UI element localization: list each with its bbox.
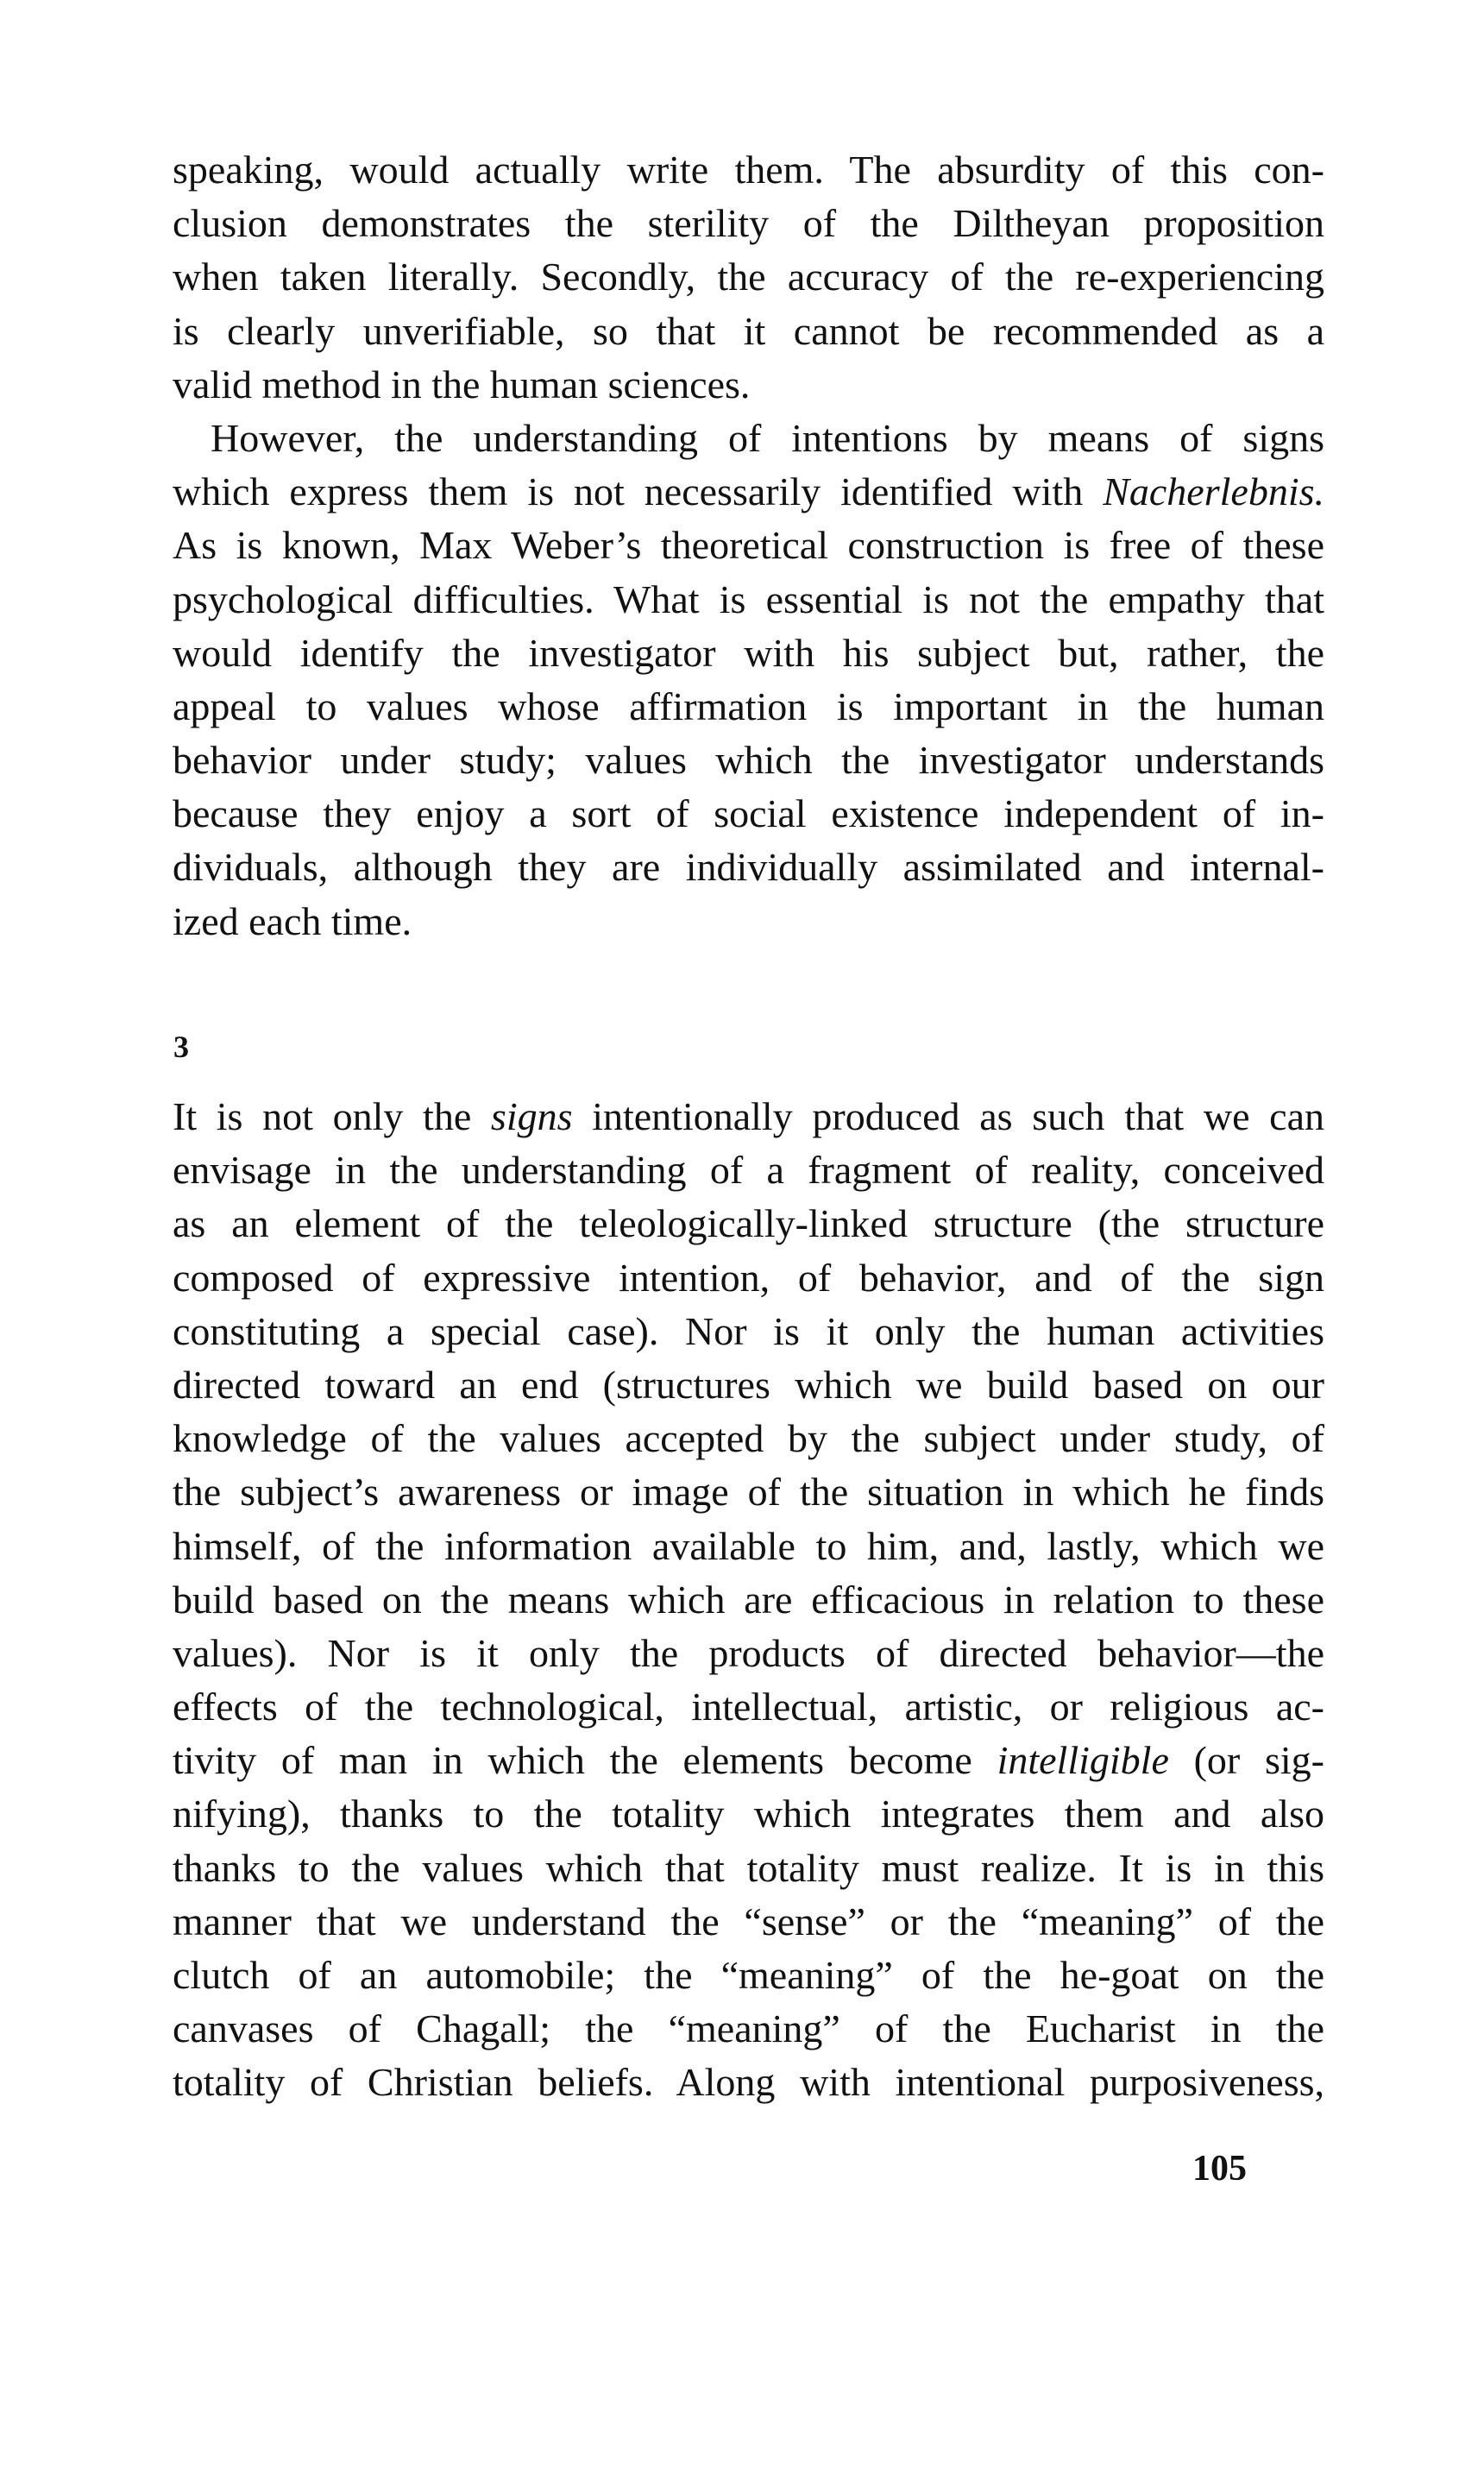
text-line — [173, 1734, 1324, 1787]
italic-term: signs — [490, 1094, 573, 1138]
paragraph-1 — [173, 143, 1324, 412]
italic-term: intelligible — [997, 1738, 1169, 1783]
text-line: psychological difficulties. What is essential is not the empathy that — [173, 576, 1324, 621]
text-line: values). Nor is it only the products of directed behavior—the — [173, 1630, 1324, 1675]
text-line: appeal to values whose affirmation is important in the human — [173, 683, 1324, 728]
section-number: 3 — [173, 1030, 189, 1064]
text-line: speaking, would actually write them. The absurdity of this con- — [173, 148, 1324, 192]
text-line-segment: tivity of man in which the elements become — [173, 1738, 997, 1783]
body-text-top — [173, 143, 1324, 948]
text-line: as an element of the teleologically-linked structure (the structure — [173, 1201, 1324, 1246]
text-line — [173, 465, 1324, 519]
text-line-segment: which express them is not necessarily identified with — [173, 469, 1104, 514]
text-line-segment: intentionally produced as such that we can — [572, 1094, 1324, 1138]
text-line: knowledge of the values accepted by the subject under study, of — [173, 1416, 1324, 1461]
text-line: build based on the means which are efficacious in relation to these — [173, 1577, 1324, 1622]
text-line: nifying), thanks to the totality which integrates them and also — [173, 1792, 1324, 1836]
text-line: behavior under study; values which the investigator understands — [173, 738, 1324, 783]
text-line-segment: It is not only the — [173, 1094, 491, 1138]
text-line: clusion demonstrates the sterility of the Diltheyan proposition — [173, 201, 1324, 246]
body-text-section — [173, 1090, 1324, 2110]
text-line: thanks to the values which that totality must realize. It is in this — [173, 1845, 1324, 1890]
text-line: totality of Christian beliefs. Along with intentional purposiveness, — [173, 2060, 1324, 2105]
text-line: would identify the investigator with his subject but, rather, the — [173, 630, 1324, 675]
paragraph-3 — [173, 1090, 1324, 2110]
text-line: canvases of Chagall; the “meaning” of the Eucharist in the — [173, 2006, 1324, 2051]
text-line: directed toward an end (structures which we build based on our — [173, 1362, 1324, 1407]
text-line: envisage in the understanding of a fragment of reality, conceived — [173, 1148, 1324, 1193]
text-line: is clearly unverifiable, so that it cannot be recommended as a — [173, 308, 1324, 353]
text-line: when taken literally. Secondly, the accuracy of the re-experiencing — [173, 255, 1324, 299]
text-line: dividuals, although they are individually assimilated and internal- — [173, 845, 1324, 890]
text-line-segment: (or sig- — [1168, 1738, 1324, 1783]
italic-term: Nacherlebnis. — [1103, 469, 1324, 514]
text-line: constituting a special case). Nor is it only the human activities — [173, 1308, 1324, 1353]
text-line: manner that we understand the “sense” or the “meaning” of the — [173, 1899, 1324, 1943]
page-number: 105 — [1192, 2149, 1247, 2189]
text-line: ized each time. — [173, 898, 412, 943]
text-line: composed of expressive intention, of behavior, and of the sign — [173, 1255, 1324, 1300]
text-line: However, the understanding of intentions by means of signs — [211, 415, 1324, 460]
text-line: himself, of the information available to him, and, lastly, which we — [173, 1523, 1324, 1568]
text-line: effects of the technological, intellectual, artistic, or religious ac- — [173, 1685, 1324, 1729]
paragraph-2 — [173, 412, 1324, 948]
text-line — [173, 1090, 1324, 1143]
text-line: valid method in the human sciences. — [173, 362, 751, 406]
text-line: As is known, Max Weber’s theoretical construction is free of these — [173, 523, 1324, 568]
text-line: clutch of an automobile; the “meaning” of the he-goat on the — [173, 1953, 1324, 1997]
text-line: the subject’s awareness or image of the situation in which he finds — [173, 1470, 1324, 1515]
text-line: because they enjoy a sort of social existence independent of in- — [173, 791, 1324, 836]
